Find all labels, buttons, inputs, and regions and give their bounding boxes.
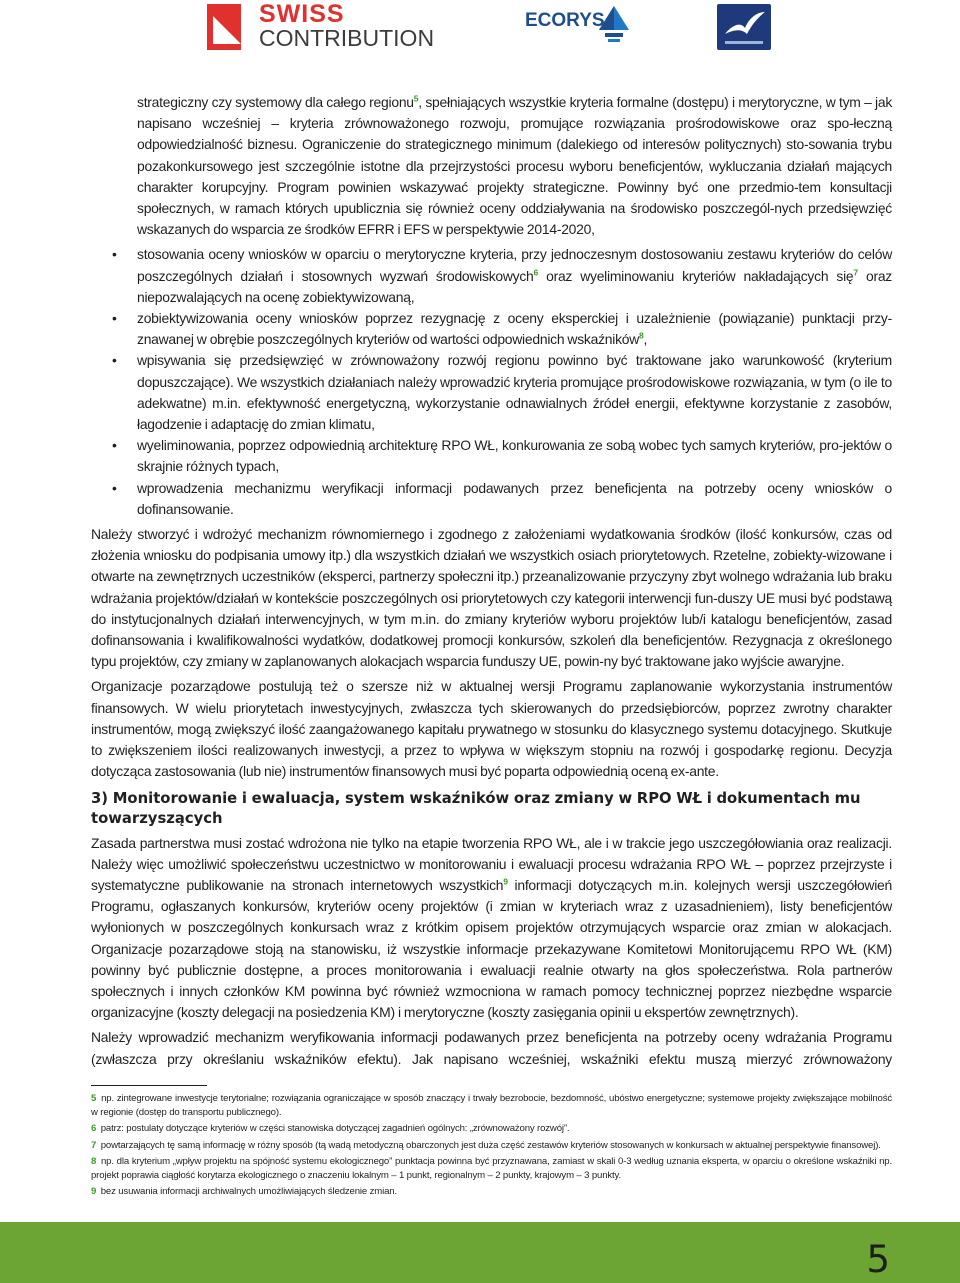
section-heading: 3) Monitorowanie i ewaluacja, system wskaźników oraz zmiany w RPO WŁ i dokumentach mu towarzyszących bbox=[91, 789, 861, 827]
footnote-ref-7[interactable]: 7 bbox=[853, 267, 858, 277]
text-run: informacji dotyczących m.in. kolejnych wersji uszczegółowień Programu, ogłaszanych konkursów, kryteriów oceny projektów (i zmian w kryteriach wraz z uzasadnieniem), listy beneficjentów wyłonionych w poszczególnych konkursach wraz z krótkim opisem projektów otrzymujących wsparcie oraz zmian w alokacjach. Organizacje pozarządowe stoją na stanowisku, iż wszystkie informacje przekazywane Komitetowi Monitorującemu RPO WŁ (KM) powinny być publicznie dostępne, a proces monitorowania i ewaluacji realnie otwarty na głos społeczeństwa. Rola partnerów społecznych i innych członków KM powinna być również wzmocniona w ramach pomocy technicznej poprzez niezbędne wsparcie organizacyjne (koszty delegacji na posiedzenia KM) i merytoryczne (koszty zasięgania opinii u ekspertów zewnętrznych). bbox=[91, 876, 892, 1021]
text-run: oraz niepozwalających na ocenę zobiektywizowaną, bbox=[137, 267, 893, 305]
footnote-ref-8[interactable]: 8 bbox=[639, 330, 644, 341]
text-run: strategiczny czy systemowy dla całego regionu bbox=[137, 94, 414, 110]
text-run: Zasada partnerstwa musi zostać wdrożona nie tylko na etapie tworzenia RPO WŁ, ale i w trakcie jego uszczegółowiania oraz realizacji. Należy więc umożliwić społeczeństwu uczestnictwo w monitorowaniu i ewaluacji procesu wdrażania RPO WŁ – poprzez przejrzyste i systematyczne publikowanie na stronach internetowych wszystkich bbox=[91, 834, 892, 893]
footnote-text: np. zintegrowane inwestycje terytorialne; rozwiązania ograniczające w sposób znaczący i trwały bezrobocie, bezdomność, ubóstwo energetyczne; systemowe projekty zwiększające mobilność w regionie (dostęp do transportu publicznego). bbox=[91, 1093, 893, 1119]
swiss-logo-line2: CONTRIBUTION bbox=[259, 25, 435, 51]
swiss-contribution-logo-icon bbox=[207, 4, 253, 50]
footnote-8 bbox=[91, 1155, 892, 1183]
paragraph: Należy stworzyć i wdrożyć mechanizm równomiernego i zgodnego z założeniami wydatkowania środków (ilość konkursów, czas od złożenia wniosku do podpisania umowy itp.) dla wszystkich działań we wszystkich osiach priorytetowych. Rzetelne, zobiekty-wizowane i otwarte na zewnętrznych uczestników (eksperci, partnerzy społeczni itp.) przeanalizowanie przyczyny zbyt wolnego wdrażania lub braku wdrażania projektów/działań w kontekście poszczególnych osi priorytetowych czy kategorii interwencji fun-duszy UE musi być podstawą do instytucjonalnych działań interwencyjnych, w tym m.in. do zmiany kryteriów wyboru projektów lub/i katalogu beneficjentów, zasad dofinansowania i kwalifikowalności wydatków, dodatkowej promocji konkursów, szkoleń dla beneficjentów. Rezygnacja z określonego typu projektów, czy zmiany w zaplanowanych alokacjach wsparcia funduszy UE, powin-ny być traktowane jako wyjście awaryjne. bbox=[91, 526, 892, 670]
paragraph: Należy wprowadzić mechanizm weryfikowania informacji podawanych przez beneficjenta na potrzeby oceny wdrażania Programu (zwłaszcza przy określaniu wskaźników efektu). Jak napisano wcześniej, wskaźniki efektu muszą mierzyć zrównoważony bbox=[91, 1029, 892, 1067]
footnote-number: 7 bbox=[91, 1139, 97, 1151]
paragraph-intro bbox=[137, 92, 892, 240]
list-item: • wpisywania się przedsięwzięć w zrównoważony rozwój regionu powinno być traktowane jako warunkowość (kryterium dopuszczające). We wszystkich działaniach należy wprowadzić kryteria promujące prośrodowiskowe rozwiązania, w tym (o ile to adekwatne) m.in. efektywność energetyczną, wykorzystanie odnawialnych źródeł energii, efektywne korzystanie z zasobów, łagodzenie i adaptację do zmian klimatu, bbox=[137, 350, 892, 435]
text-run: , spełniających wszystkie kryteria formalne (dostępu) i merytoryczne, w tym – jak napisano wcześniej – kryteria zrównoważonego rozwoju, promujące rozwiązania prośrodowiskowe oraz spo-łeczną odpowiedzialność biznesu. Ograniczenie do strategicznego minimum (dalekiego od interesów politycznych) sto-sowania trybu pozakonkursowego jest szczególnie istotne dla przejrzystości procesu wyboru beneficjentów, wykluczania działań mających charakter korupcyjny. Program powinien wskazywać projekty strategiczne. Powinny być one przedmio-tem konsultacji społecznych, w ramach których upublicznia się również oceny oddziaływania na środowisko poszczegól-nych przedsięwzięć wskazanych do wsparcia ze środków EFRR i EFS w perspektywie 2014-2020, bbox=[137, 94, 893, 238]
swiss-logo-line1: SWISS bbox=[259, 0, 345, 28]
footnote-6 bbox=[91, 1122, 892, 1136]
ecorys-logo bbox=[525, 6, 635, 48]
page-number: 5 bbox=[866, 1238, 890, 1281]
footnote-9 bbox=[91, 1185, 892, 1199]
list-item bbox=[137, 308, 892, 350]
list-item bbox=[137, 244, 892, 308]
swiss-contribution-logo bbox=[207, 0, 439, 52]
seagull-logo-icon bbox=[717, 4, 771, 50]
ecorys-pyramid-icon bbox=[599, 6, 629, 46]
footnote-7 bbox=[91, 1139, 892, 1153]
footnote-number: 5 bbox=[91, 1093, 97, 1104]
text-run: oraz wyeliminowaniu kryteriów nakładających się bbox=[538, 267, 854, 284]
document-body bbox=[91, 92, 892, 1074]
footnote-number: 9 bbox=[91, 1186, 97, 1198]
footnote-divider bbox=[91, 1085, 207, 1086]
text-run: stosowania oceny wniosków w oparciu o merytoryczne kryteria, przy jednoczesnym dostosowaniu zestawu kryteriów do celów poszczególnych działań i stosownych wyzwań środowiskowych bbox=[137, 246, 892, 284]
footnote-number: 8 bbox=[91, 1155, 97, 1167]
ecorys-logo-text: ECORYS bbox=[525, 10, 605, 31]
text-run: zobiektywizowania oceny wniosków poprzez rezygnację z oceny eksperckiej i uzależnienie (powiązanie) punktacji przy-znawanej w obrębie poszczególnych kryteriów od wartości odpowiednich wskaźników bbox=[137, 310, 892, 348]
list-item: • wprowadzenia mechanizmu weryfikacji informacji podawanych przez beneficjenta na potrzeby oceny wniosków o dofinansowanie. bbox=[137, 478, 892, 520]
footnote-ref-9[interactable]: 9 bbox=[503, 876, 508, 887]
footnote-ref-5[interactable]: 5 bbox=[413, 93, 419, 104]
footnote-number: 6 bbox=[91, 1123, 97, 1135]
footnotes bbox=[91, 1092, 892, 1201]
paragraph bbox=[91, 833, 892, 1024]
paragraph: Organizacje pozarządowe postulują też o szersze niż w aktualnej wersji Programu zaplanowanie wykorzystania instrumentów finansowych. W wielu priorytetach inwestycyjnych, zwłaszcza tych skierowanych do przedsiębiorców, poprzez zwrotny charakter instrumentów, mogą zwiększyć ilość zaangażowanego kapitału prywatnego w stosunku do klasycznego systemu dotacyjnego. Skutkuje to zwiększeniem ilości realizowanych inwestycji, a przez to wpływa w większym stopniu na rozwój i gospodarkę regionu. Decyzja dotycząca zastosowania (lub nie) instrumentów finansowych musi być poparta odpowiednią oceną ex-ante. bbox=[91, 678, 892, 780]
footnote-ref-6[interactable]: 6 bbox=[533, 267, 539, 277]
page-footer-bar bbox=[0, 1222, 960, 1283]
page-header bbox=[0, 0, 960, 62]
criteria-list bbox=[91, 244, 892, 520]
text-run: , bbox=[643, 331, 648, 348]
footnote-text: np. dla kryterium „wpływ projektu na spójność systemu ekologicznego” punktacja powinna być przyznawana, zamiast w skali 0-3 według uznania eksperta, w oparciu o określone wskaźniki np. projekt poprawia ciągłość korytarza ekologicznego o znaczeniu lokalnym – 1 punkt, regionalnym – 2 punkty, krajowym – 3 punkty. bbox=[91, 1155, 892, 1182]
footnote-5 bbox=[91, 1092, 892, 1120]
list-item: • wyeliminowania, poprzez odpowiednią architekturę RPO WŁ, konkurowania ze sobą wobec tych samych kryteriów, pro-jektów o skrajnie różnych typach, bbox=[137, 435, 892, 477]
footnote-text: patrz: postulaty dotyczące kryteriów w części stanowiska dotyczącej zagadnień ogólnych: „zrównoważony rozwój”. bbox=[100, 1123, 570, 1135]
footnote-text: bez usuwania informacji archiwalnych umożliwiających śledzenie zmian. bbox=[100, 1186, 397, 1198]
footnote-text: powtarzających tę samą informację w różny sposób (tą wadą metodyczną obarczonych jest duża część zestawów kryteriów stosowanych w konkursach w aktualnej perspektywie finansowej). bbox=[100, 1139, 881, 1151]
